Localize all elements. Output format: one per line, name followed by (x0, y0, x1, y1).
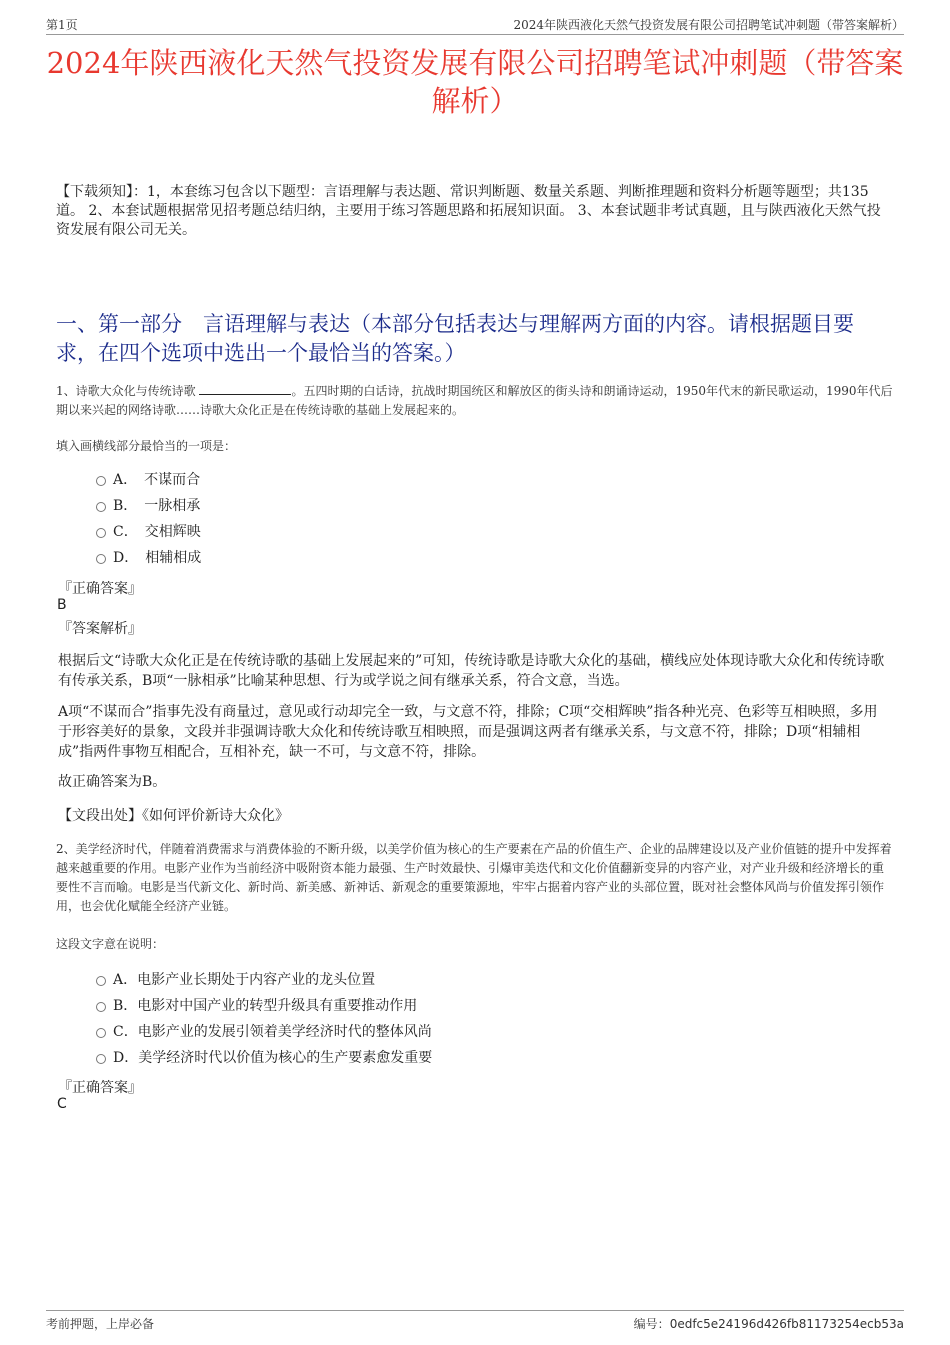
section-heading: 一、第一部分 言语理解与表达（本部分包括表达与理解两方面的内容。请根据题目要求，在四个选项中选出一个最恰当的答案。） (56, 312, 854, 365)
document-id: 编号：0edfc5e24196d426fb81173254ecb53a (633, 1317, 904, 1331)
option-d[interactable]: D．美学经济时代以价值为核心的生产要素愈发重要 (96, 1045, 432, 1071)
option-c[interactable]: C．电影产业的发展引领着美学经济时代的整体风尚 (96, 1019, 432, 1045)
option-c[interactable]: C． 交相辉映 (96, 519, 201, 545)
header-doc-title: 2024年陕西液化天然气投资发展有限公司招聘笔试冲刺题（带答案解析） (513, 18, 904, 32)
radio-icon[interactable] (96, 1002, 106, 1012)
page-number: 第1页 (46, 18, 78, 32)
analysis-paragraph-1: 根据后文“诗歌大众化正是在传统诗歌的基础上发展起来的”可知，传统诗歌是诗歌大众化的基础，横线应处体现诗歌大众化和传统诗歌有传承关系，B项“一脉相承”比喻某种思想、行为或学说之间有继承关系，符合文意，当选。 (58, 653, 885, 689)
option-b[interactable]: B．电影对中国产业的转型升级具有重要推动作用 (96, 993, 432, 1019)
radio-icon[interactable] (96, 1054, 106, 1064)
radio-icon[interactable] (96, 502, 106, 512)
question-1-prompt: 填入画横线部分最恰当的一项是： (56, 439, 237, 453)
question-2-text: 2、美学经济时代，伴随着消费需求与消费体验的不断升级，以美学价值为核心的生产要素在产品的价值生产、企业的品牌建设以及产业价值链的提升中发挥着越来越重要的作用。电影产业作为当前经济中吸附资本能力最强、生产时效最快、引爆审美迭代和文化价值翻新变异的内容产业，对产业升级和经济增长的重要性不言而喻。电影是当代新文化、新时尚、新美感、新神话、新观念的重要策源地，牢牢占据着内容产业的头部位置，既对社会整体风尚与价值发挥引领作用，也会优化赋能全经济产业链。 (56, 842, 892, 913)
radio-icon[interactable] (96, 976, 106, 986)
question-1-options (96, 467, 201, 571)
text-source: 【文段出处】《如何评价新诗大众化》 (58, 808, 289, 824)
footer-slogan: 考前押题，上岸必备 (46, 1317, 155, 1331)
page-footer (46, 1310, 904, 1333)
download-notice: 【下载须知】：1，本套练习包含以下题型：言语理解与表达题、常识判断题、数量关系题、判断推理题和资料分析题等题型；共135道。 2、本套试题根据常见招考题总结归纳，主要用于练习答题思路和拓展知识面。 3、本套试题非考试真题，且与陕西液化天然气投资发展有限公司无关。 (56, 184, 881, 238)
analysis-paragraph-2: A项“不谋而合”指事先没有商量过，意见或行动却完全一致，与文意不符，排除；C项“交相辉映”指各种光亮、色彩等互相映照，多用于形容美好的景象，文段并非强调诗歌大众化和传统诗歌互相映照，而是强调这两者有继承关系，与文意不符，排除；D项“相辅相成”指两件事物互相配合，互相补充，缺一不可，与文意不符，排除。 (58, 704, 878, 760)
question-2-options (96, 967, 432, 1071)
radio-icon[interactable] (96, 476, 106, 486)
radio-icon[interactable] (96, 528, 106, 538)
radio-icon[interactable] (96, 554, 106, 564)
fill-blank (199, 382, 291, 395)
page-header (46, 14, 904, 35)
question-2-prompt: 这段文字意在说明： (56, 937, 165, 951)
option-d[interactable]: D． 相辅相成 (96, 545, 201, 571)
option-a[interactable]: A．电影产业长期处于内容产业的龙头位置 (96, 967, 432, 993)
document-title: 2024年陕西液化天然气投资发展有限公司招聘笔试冲刺题（带答案解析） (46, 46, 904, 118)
option-b[interactable]: B． 一脉相承 (96, 493, 201, 519)
analysis-label: 『答案解析』 (58, 621, 142, 637)
option-a[interactable]: A． 不谋而合 (96, 467, 201, 493)
answer-value: B (57, 597, 67, 613)
answer-label: 『正确答案』 (58, 581, 142, 597)
radio-icon[interactable] (96, 1028, 106, 1038)
analysis-conclusion: 故正确答案为B。 (58, 774, 167, 790)
answer-label: 『正确答案』 (58, 1080, 142, 1096)
answer-value: C (57, 1096, 67, 1112)
question-1-text: 1、诗歌大众化与传统诗歌 。五四时期的白话诗，抗战时期国统区和解放区的街头诗和朗诵诗运动，1950年代末的新民歌运动，1990年代后期以来兴起的网络诗歌……诗歌大众化正是在传统诗歌的基础上发展起来的。 (56, 384, 893, 417)
